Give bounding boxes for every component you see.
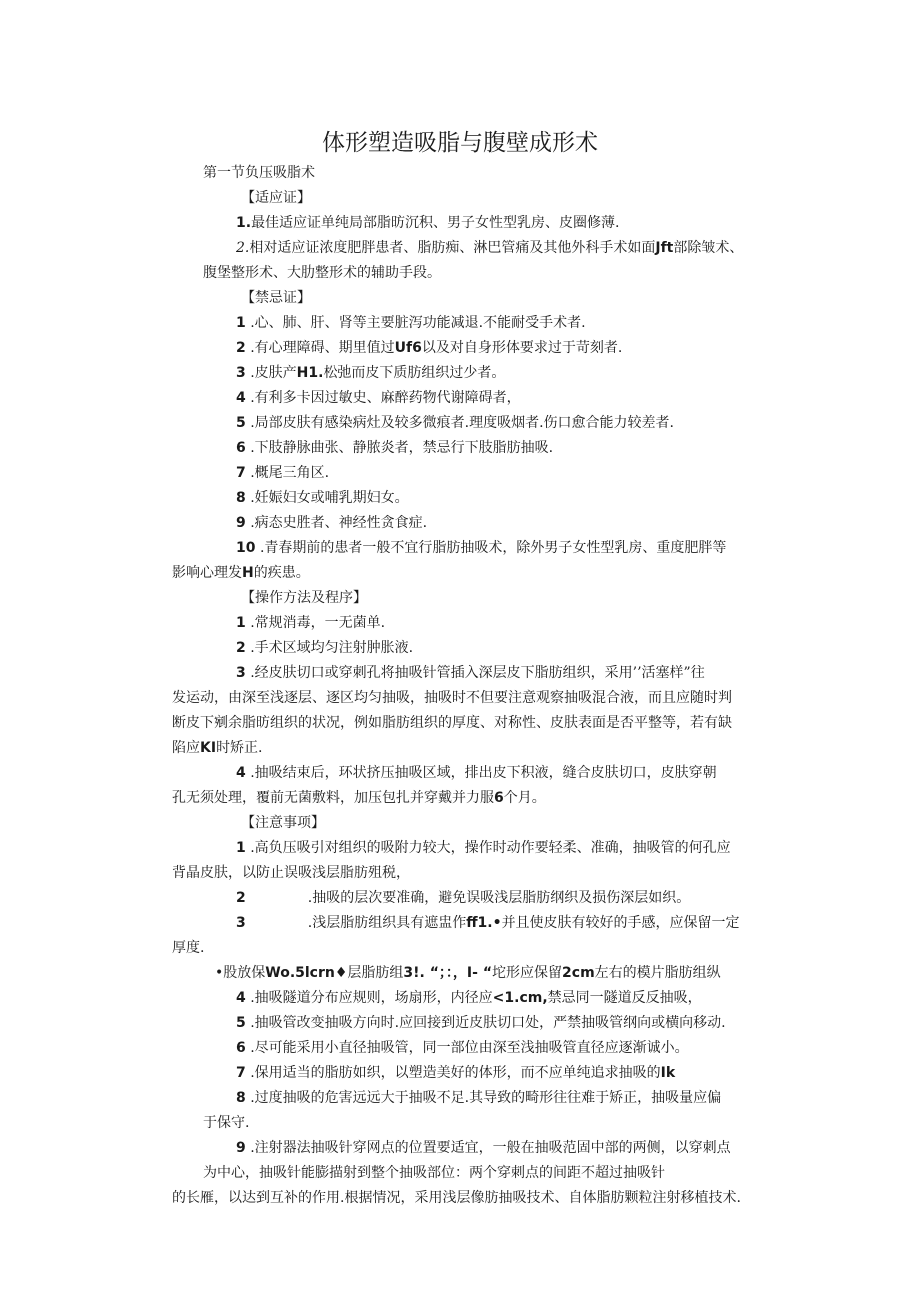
item-bold: KI xyxy=(200,740,217,756)
procedure-item-4-line-2 xyxy=(172,788,546,808)
item-number: 9 xyxy=(236,515,246,531)
item-number: 1 xyxy=(236,315,246,331)
item-text-tail: 松弛而皮下质肪组织过少者。 xyxy=(323,365,506,381)
item-text-tail: 左右的模片脂肪组纵 xyxy=(594,965,721,981)
note-item-5 xyxy=(236,1013,726,1033)
note-item-9 xyxy=(236,1138,731,1158)
contraindication-item-8 xyxy=(236,488,409,508)
item-text: .皮肤产 xyxy=(250,365,297,381)
item-bold: Jft xyxy=(655,240,674,256)
item-number: 3 xyxy=(236,365,246,381)
procedure-item-4 xyxy=(236,763,717,783)
item-bold-2: 3!. “；：，I- “ xyxy=(403,965,493,981)
contraindication-item-10 xyxy=(236,538,726,558)
item-text-tail: 部除皱术、 xyxy=(673,240,744,256)
item-number: 7 xyxy=(236,1065,246,1081)
procedure-item-3-line-2: 发运动，由深至浅逐层、逐区均匀抽吸，抽吸时不但要注意观察抽吸混合液，而且应随时判 xyxy=(172,690,732,706)
item-bold-3: 2cm xyxy=(562,965,595,981)
item-text: .有心理障碍、期里值过 xyxy=(250,340,395,356)
contraindication-item-9 xyxy=(236,513,427,533)
procedure-item-3 xyxy=(236,663,705,683)
note-item-9-line-2: 为中心，抽吸针能膨描射到整个抽吸部位：两个穿刺点的间距不超过抽吸针 xyxy=(203,1165,665,1181)
contraindication-item-7 xyxy=(236,463,329,483)
item-text: .概尾三角区. xyxy=(250,465,330,481)
item-number: 1 xyxy=(236,615,246,631)
item-number: 2. xyxy=(236,240,250,256)
item-text: 相对适应证浓度肥胖患者、脂肪痴、淋巴管痛及其他外科手术如面 xyxy=(249,240,656,256)
procedure-item-3-line-3: 断皮下剜余脂昉组织的状况，例如脂肪组织的厚度、对称性、皮肤表面是否平整等，若有缺 xyxy=(172,715,732,731)
note-item-3 xyxy=(236,913,740,933)
item-text: .局部皮肤有感染病灶及较多微痕者.理度吸烟者.伤口愈合能力较差者. xyxy=(250,415,675,431)
item-text-tail: 的疾患。 xyxy=(253,565,310,581)
item-number: 8 xyxy=(236,490,246,506)
item-text: .妊娠妇女或哺乳期妇女。 xyxy=(250,490,409,506)
item-bold: Ik xyxy=(660,1065,676,1081)
note-item-9-line-3: 的长雁，以达到互补的作用.根据情况，采用浅层像肪抽吸技术、自体脂肪颗粒注射移植技术. xyxy=(172,1190,741,1206)
contraindication-item-10-line-2 xyxy=(172,563,310,583)
item-text: .抽吸的层次要准确，避免误吸浅层脂肪纲织及损伤深层如织。 xyxy=(307,890,691,906)
item-text-tail: 以及对自身形体要求过于苛刻者. xyxy=(421,340,623,356)
item-bold: 6 xyxy=(494,790,504,806)
contraindications-heading: 【禁忌证】 xyxy=(241,290,311,306)
item-bold: Uf6 xyxy=(394,340,422,356)
item-number: 10 xyxy=(236,540,256,556)
item-text: .抽吸结束后，环状挤压抽吸区域，排出皮下积液，缝合皮肤切口，皮肤穿朝 xyxy=(250,765,717,781)
item-bold: Wo.5lcrn♦ xyxy=(265,965,348,981)
item-number: 4 xyxy=(236,990,246,1006)
item-number: 9 xyxy=(236,1140,246,1156)
note-item-6 xyxy=(236,1038,689,1058)
item-bold: ff1.• xyxy=(466,915,502,931)
item-bold: <1.cm, xyxy=(492,990,548,1006)
item-text: .浅层脂肪组织具有遮盅作 xyxy=(307,915,467,931)
item-text-mid-2: 坨形应保留 xyxy=(492,965,563,981)
item-number: 2 xyxy=(236,340,246,356)
item-text: .下肢静脉曲张、静脓炎者，禁忌行下肢脂肪抽吸. xyxy=(250,440,554,456)
indication-item-2-line-2: 腹堡整形术、大肋整形术的辅助手段。 xyxy=(203,265,441,281)
note-item-4 xyxy=(236,988,702,1008)
item-text: 陷应 xyxy=(172,740,200,756)
item-text: •股放保 xyxy=(215,965,266,981)
note-item-8 xyxy=(236,1088,721,1108)
item-text-tail: 并且使皮肤有较好的手感，应保留一定 xyxy=(501,915,740,931)
procedure-item-2 xyxy=(236,638,413,658)
item-number: 1 xyxy=(236,840,246,856)
item-number: 6 xyxy=(236,440,246,456)
item-text-tail: 个月。 xyxy=(503,790,546,806)
item-text: .抽吸管改变抽吸方向时.应回接到近皮肤切口处，严禁抽吸管纲向或横向移动. xyxy=(250,1015,726,1031)
item-text: .常规消毒，一无菌单. xyxy=(250,615,386,631)
item-number: 2 xyxy=(236,640,246,656)
item-text: .手术区域均匀注射肿胀液. xyxy=(250,640,414,656)
indication-item-2 xyxy=(236,238,743,258)
procedure-heading: 【操作方法及程序】 xyxy=(241,590,367,606)
item-number: 2 xyxy=(236,890,246,906)
note-item-1 xyxy=(236,838,731,858)
notes-heading: 【注意事项】 xyxy=(241,815,325,831)
note-item-1-line-2: 背晶皮肤，以防止误吸浅层脂肪殂税， xyxy=(172,865,410,881)
item-number: 4 xyxy=(236,390,246,406)
item-text: .有利多卡因过敏史、麻醉药物代谢障碍者， xyxy=(250,390,521,406)
contraindication-item-4 xyxy=(236,388,521,408)
procedure-item-3-line-4 xyxy=(172,738,263,758)
item-text: .尽可能采用小直径抽吸管，同一部位由深至浅抽吸管直径应逐渐诚小。 xyxy=(250,1040,689,1056)
page-title: 体形塑造吸脂与腹壁成形术 xyxy=(322,130,598,156)
item-text: .过度抽吸的危害远远大于抽吸不足.其导致的畸形往往难于矫正，抽吸量应偏 xyxy=(250,1090,722,1106)
item-text-mid: 层脂肪组 xyxy=(347,965,404,981)
item-text: .心、肺、肝、肾等主要脏泻功能减退.不能耐受手术者. xyxy=(250,315,586,331)
item-text: 孔无须处理，覆前无菌敷料，加压包扎并穿戴并力服 xyxy=(172,790,494,806)
contraindication-item-1 xyxy=(236,313,586,333)
item-text: 最佳适应证单纯局部脂昉沉积、男子女性型乳房、皮圈修薄. xyxy=(251,215,620,231)
item-text: .抽吸隧道分布应规则，场扇形，内径应 xyxy=(250,990,493,1006)
item-number: 8 xyxy=(236,1090,246,1106)
item-bold: H1. xyxy=(296,365,324,381)
item-text: .保用适当的脂肪如织，以塑造美好的体形，而不应单纯追求抽吸的 xyxy=(250,1065,661,1081)
item-text: .经皮肤切口或穿刺孔将抽吸针管插入深层皮下脂肪组织，采用’’活塞样”往 xyxy=(250,665,705,681)
item-text: .青春期前的患者一般不宜行脂肪抽吸术，除外男子女性型乳房、重度肥胖等 xyxy=(259,540,727,556)
item-text-tail: 禁忌同一隧道反反抽吸， xyxy=(547,990,702,1006)
note-item-8-line-2: 于保守. xyxy=(203,1115,250,1131)
item-text: .高负压吸引对组织的吸附力较大，操作时动作要轻柔、准确，抽吸管的何孔应 xyxy=(250,840,731,856)
section-heading: 第一节负压吸脂术 xyxy=(203,165,315,181)
item-number: 7 xyxy=(236,465,246,481)
item-text: .注射器法抽吸针穿网点的位置要适宜，一般在抽吸范固中部的两侧，以穿刺点 xyxy=(250,1140,731,1156)
note-item-3-line-2: 厚度. xyxy=(172,940,205,956)
indication-item-1 xyxy=(236,213,620,233)
note-item-7 xyxy=(236,1063,675,1083)
item-text-tail: 时矫正. xyxy=(216,740,263,756)
item-number: 5 xyxy=(236,1015,246,1031)
item-number: 5 xyxy=(236,415,246,431)
item-text: 影响心理发 xyxy=(172,565,242,581)
contraindication-item-6 xyxy=(236,438,553,458)
item-bold: H xyxy=(242,565,254,581)
contraindication-item-2 xyxy=(236,338,622,358)
item-number: 4 xyxy=(236,765,246,781)
item-text: .病态史胜者、神经性贪食症. xyxy=(250,515,428,531)
procedure-item-1 xyxy=(236,613,385,633)
indications-heading: 【适应证】 xyxy=(241,190,311,206)
item-number: 3 xyxy=(236,915,246,931)
item-number: 1. xyxy=(236,215,252,231)
note-extra-line xyxy=(215,963,721,983)
item-number: 6 xyxy=(236,1040,246,1056)
contraindication-item-5 xyxy=(236,413,674,433)
note-item-2 xyxy=(236,888,690,908)
contraindication-item-3 xyxy=(236,363,505,383)
item-number: 3 xyxy=(236,665,246,681)
